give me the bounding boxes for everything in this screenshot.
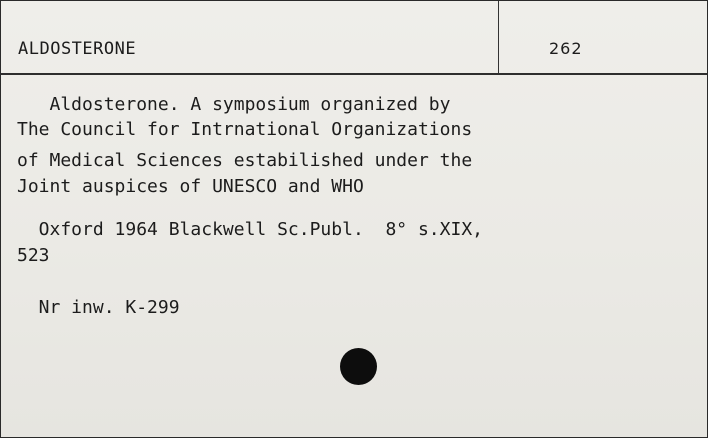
card-header [1,1,707,73]
inventory-number: Nr inw. K-299 [17,297,180,318]
subject-heading: ALDOSTERONE [18,39,137,59]
call-number: 262 [549,39,583,58]
imprint-line: 523 [17,245,50,266]
description-line: Joint auspices of UNESCO and WHO [17,176,364,197]
punch-hole [340,348,377,385]
header-rule [1,73,707,75]
description-line: Aldosterone. A symposium organized by [17,94,451,115]
description-line: The Council for Intrnational Organizations [17,119,473,140]
imprint-line: Oxford 1964 Blackwell Sc.Publ. 8° s.XIX, [17,219,483,240]
header-divider [498,1,499,73]
description-line: of Medical Sciences estabilished under the [17,150,473,171]
